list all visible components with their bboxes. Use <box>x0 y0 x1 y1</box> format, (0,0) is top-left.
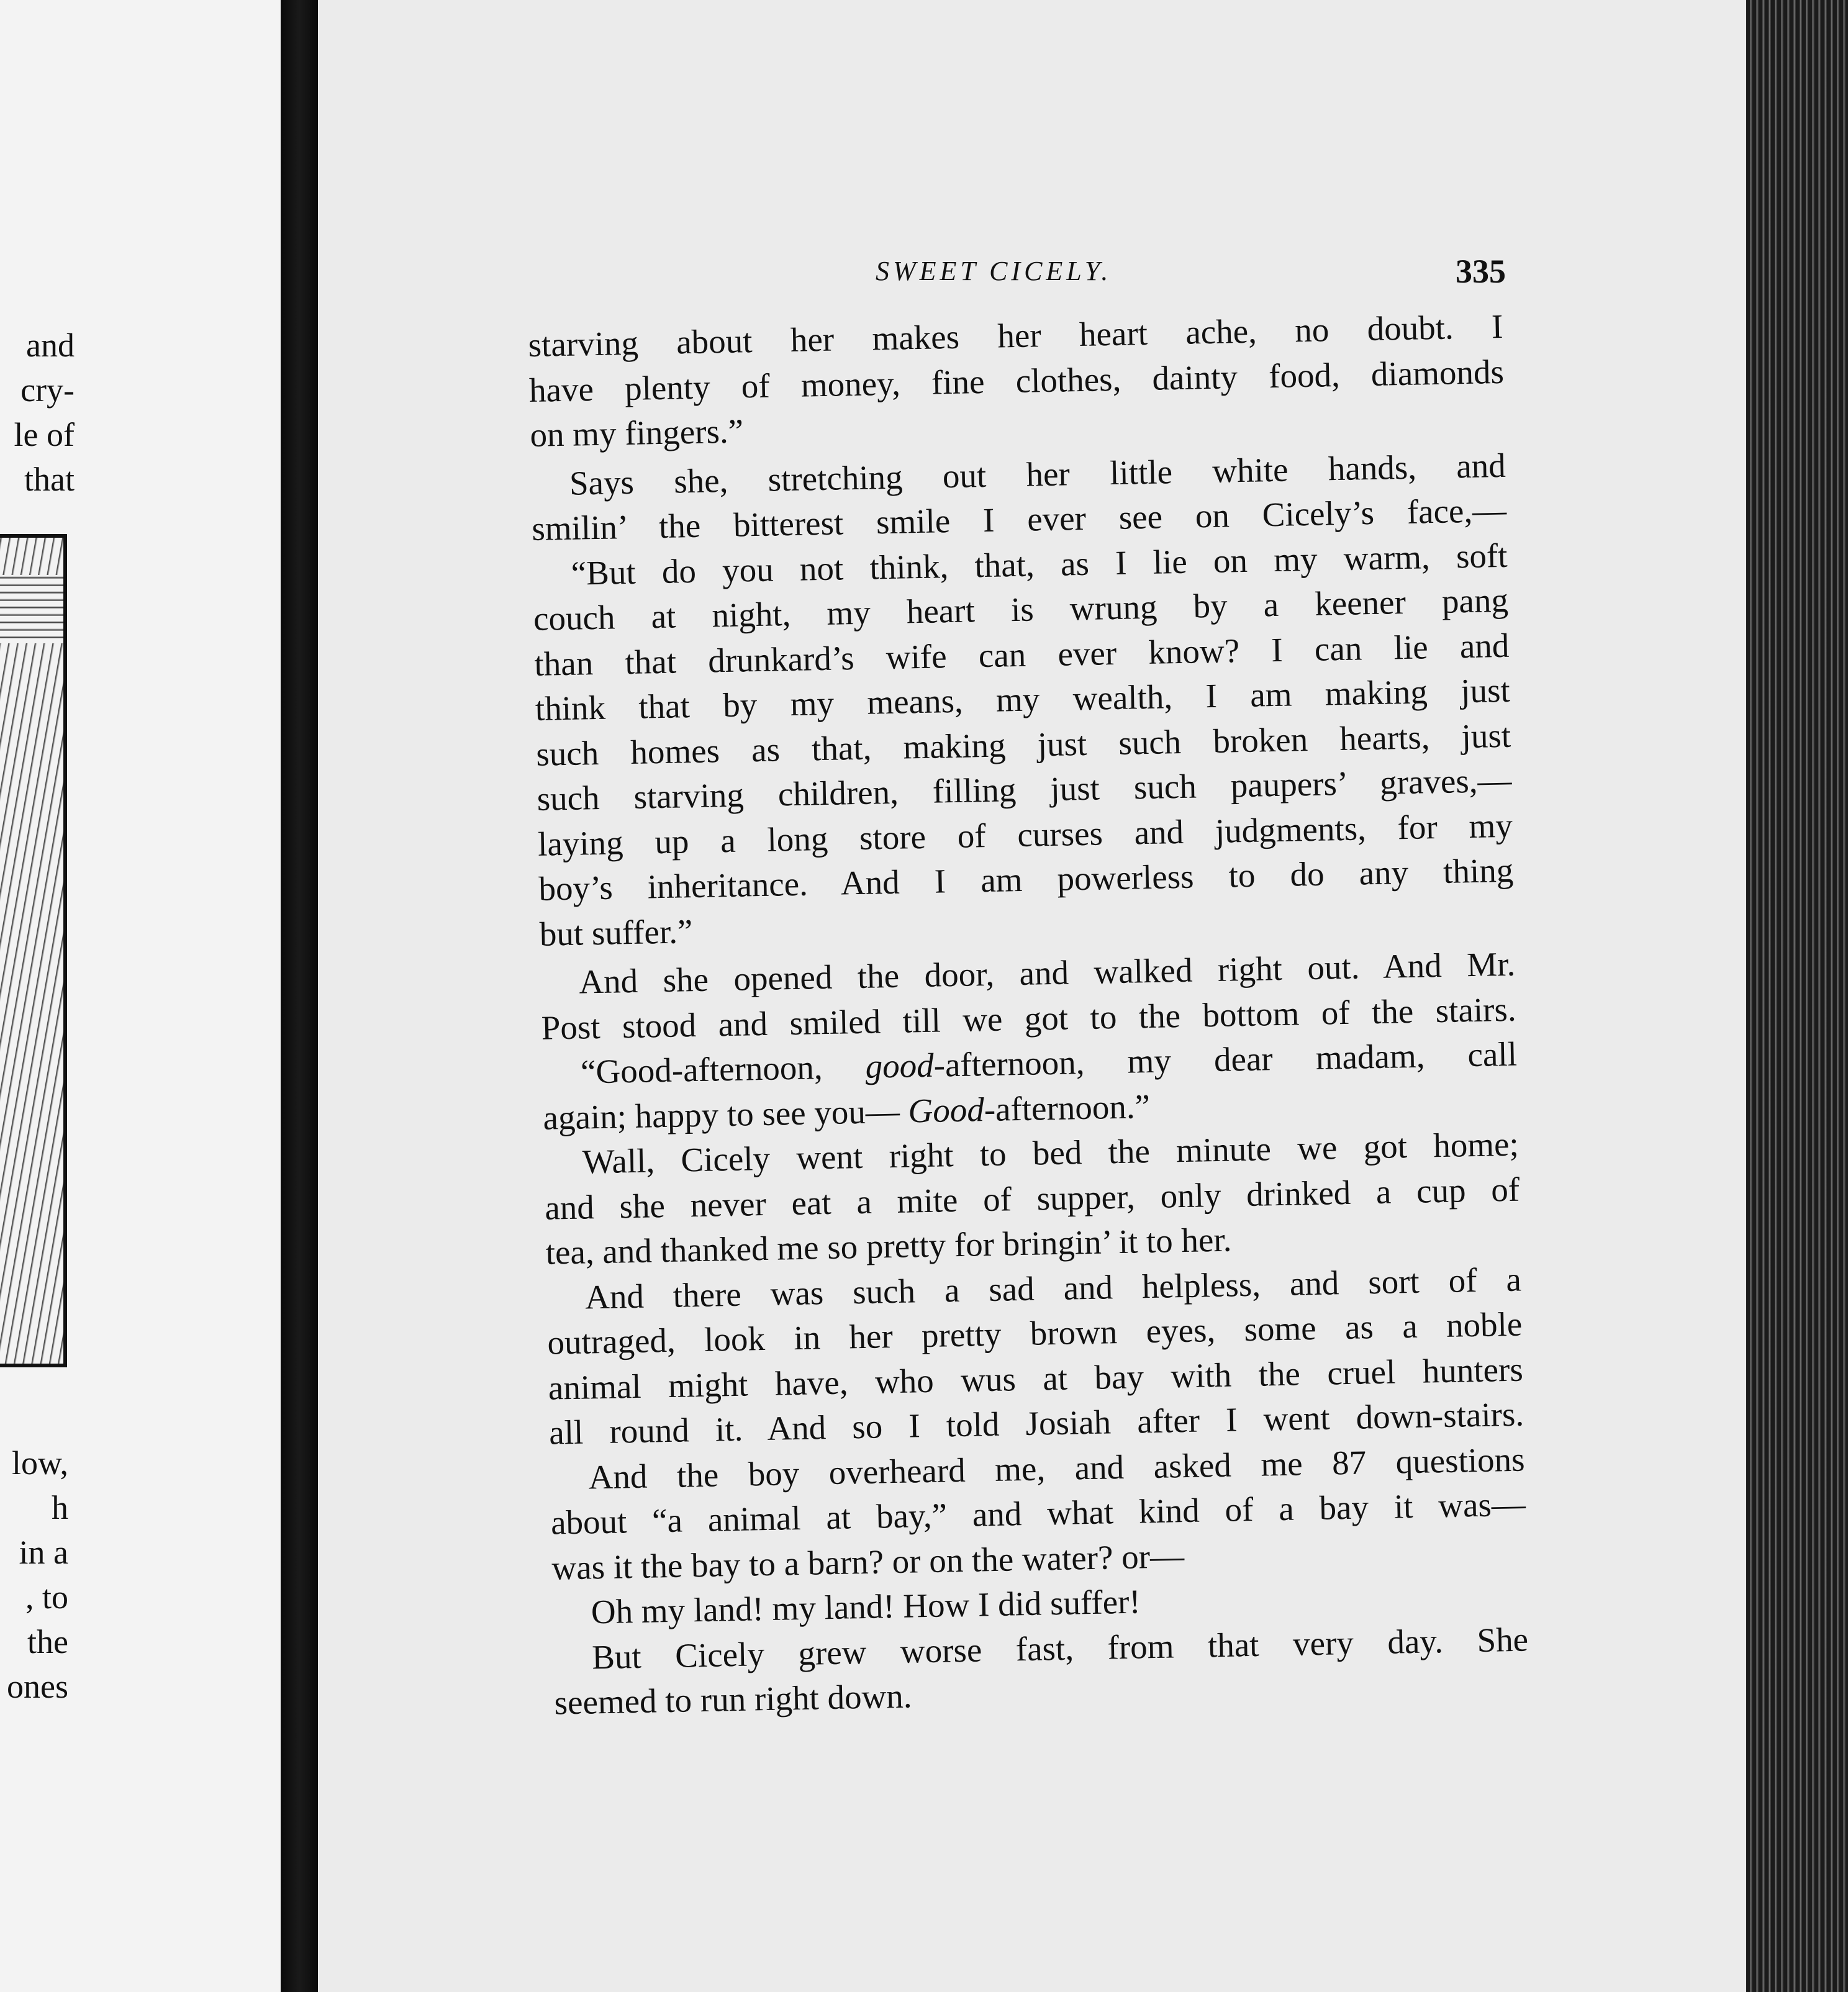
text-line: starving about her makes her heart ache, no doubt. I <box>528 307 1503 364</box>
left-text-line: and <box>26 327 75 364</box>
left-text-line: in a <box>19 1534 68 1571</box>
text-line: on my fingers.” <box>529 412 744 454</box>
text-line: outraged, look in her pretty brown eyes, some as a noble <box>546 1305 1523 1362</box>
text-line: And the boy overheard me, and asked me 87 questions <box>588 1440 1526 1496</box>
left-page-illustration <box>0 534 67 1367</box>
left-text-line: cry- <box>20 371 75 409</box>
page-edges <box>1746 0 1848 1992</box>
text-line: think that by my means, my wealth, I am making just <box>535 671 1511 728</box>
text-line: was it the bay to a barn? or on the water? or— <box>551 1536 1185 1587</box>
text-line: laying up a long store of curses and judgments, for my <box>537 806 1513 863</box>
text-line: and she never eat a mite of supper, only drinked a cup of <box>544 1170 1520 1227</box>
text-line: Oh my land! my land! How I did suffer! <box>591 1582 1141 1631</box>
text-line: boy’s inheritance. And I am powerless to do any thing <box>538 851 1514 908</box>
text-line: have plenty of money, fine clothes, dainty food, diamonds <box>528 352 1505 409</box>
left-text-line: le of <box>14 416 75 453</box>
text-line: about “a animal at bay,” and what kind of a bay it was— <box>550 1485 1526 1542</box>
left-text-line: low, <box>12 1444 68 1482</box>
text-line: Post stood and smiled till we got to the bottom of the stairs. <box>541 990 1517 1047</box>
italic-word: Good <box>907 1090 985 1130</box>
text-line: Says she, stretching out her little white hands, and <box>569 446 1506 502</box>
text-line: But Cicely grew worse fast, from that very day. She <box>591 1619 1529 1676</box>
text-line: but suffer.” <box>539 912 693 953</box>
text-line: animal might have, who wus at bay with the cruel hunters <box>548 1350 1524 1407</box>
text-line: smilin’ the bitterest smile I ever see on Cicely’s face,— <box>531 491 1507 548</box>
italic-word: good <box>865 1046 935 1085</box>
left-text-line: , to <box>25 1578 68 1616</box>
illustration-hatching <box>0 575 63 643</box>
text-line: And there was such a sad and helpless, and sort of a <box>584 1260 1522 1316</box>
left-page-text-top <box>0 323 75 502</box>
running-head: SWEET CICELY. <box>876 256 1112 286</box>
text-fragment: again; happy to see you— <box>542 1091 909 1137</box>
left-text-line: ones <box>7 1668 68 1705</box>
left-text-line: the <box>27 1623 68 1660</box>
text-line: such starving children, filling just such paupers’ graves,— <box>537 761 1513 818</box>
text-line: And she opened the door, and walked right out. And Mr. <box>578 944 1516 1001</box>
body-text <box>528 304 1529 1726</box>
left-facing-page <box>0 0 281 1992</box>
text-line: “But do you not think, that, as I lie on my warm, soft <box>571 536 1508 592</box>
text-line: all round it. And so I told Josiah after I went down-stairs. <box>548 1395 1524 1452</box>
text-line: tea, and thanked me so pretty for bringin’ it to her. <box>545 1220 1232 1272</box>
text-line: than that drunkard’s wife can ever know? I can lie and <box>533 626 1510 683</box>
text-line: couch at night, my heart is wrung by a keener pang <box>533 581 1509 638</box>
text-line: such homes as that, making just such broken hearts, just <box>535 716 1511 773</box>
text-fragment: “Good-afternoon, <box>580 1047 866 1091</box>
text-fragment: -afternoon.” <box>984 1087 1151 1128</box>
left-text-line: h <box>52 1489 68 1526</box>
text-line: seemed to run right down. <box>554 1677 913 1722</box>
page-number: 335 <box>1456 253 1506 290</box>
text-line: Wall, Cicely went right to bed the minute we got home; <box>582 1125 1520 1181</box>
book-gutter <box>281 0 318 1992</box>
text-fragment: -afternoon, my dear madam, call <box>933 1034 1518 1084</box>
left-page-text-bottom <box>0 1441 68 1709</box>
left-text-line: that <box>24 461 75 498</box>
